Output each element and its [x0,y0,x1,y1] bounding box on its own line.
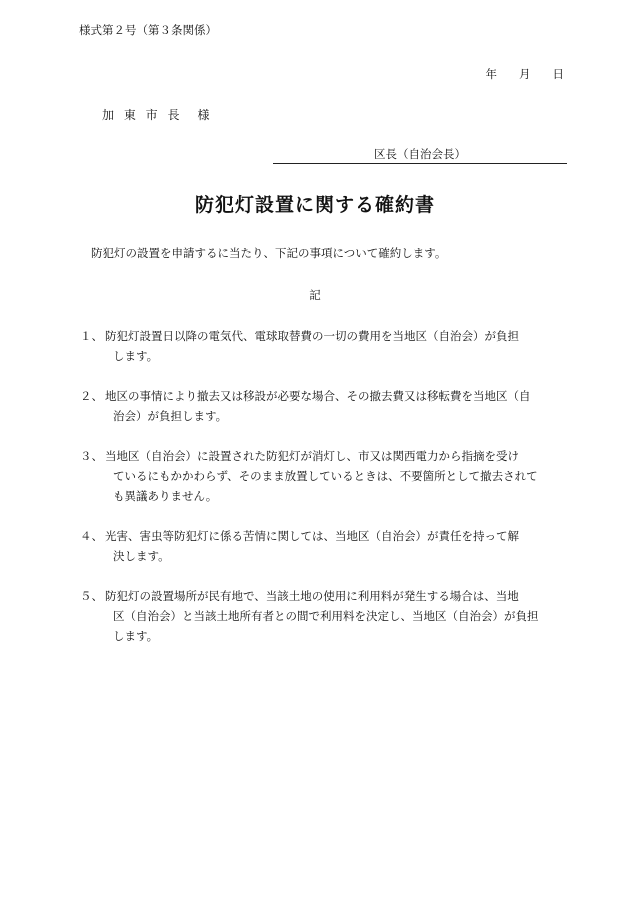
date-day-label: 日 [552,67,564,81]
form-number: 様式第２号（第３条関係） [79,23,217,37]
item-number: ４、 [80,529,103,543]
item-line: も異議ありません。 [113,489,218,503]
list-item [80,526,558,566]
item-line: します。 [113,629,159,643]
ki-heading: 記 [309,288,321,302]
document-title: 防犯灯設置に関する確約書 [194,194,435,216]
list-item [80,586,558,646]
item-number: ５、 [80,589,103,603]
item-line: 当地区（自治会）に設置された防犯灯が消灯し、市又は関西電力から指摘を受け [105,449,519,463]
item-line: 区（自治会）と当該土地所有者との間で利用料を決定し、当地区（自治会）が負担 [113,609,539,623]
item-number: ２、 [80,389,103,403]
item-line: します。 [113,349,159,363]
item-line: 決します。 [113,549,170,563]
item-text [103,386,558,426]
item-line: 地区の事情により撤去又は移設が必要な場合、その撤去費又は移転費を当地区（自 [105,389,531,403]
item-text [103,446,558,506]
item-line: 治会）が負担します。 [113,409,228,423]
item-number: ３、 [80,449,103,463]
list-item [80,386,558,426]
date-year-label: 年 [485,67,497,81]
list-item [80,446,558,506]
addressee: 加 東 市 長 様 [102,108,213,122]
signer-label: 区長（自治会長） [374,147,466,161]
date-line [486,66,565,82]
date-month-label: 月 [519,67,531,81]
intro-text: 防犯灯の設置を申請するに当たり、下記の事項について確約します。 [91,246,447,260]
signer-line [273,146,567,164]
item-line: ているにもかかわらず、そのまま放置しているときは、不要箇所として撤去されて [113,469,538,483]
item-line: 防犯灯の設置場所が民有地で、当該土地の使用に利用料が発生する場合は、当地 [105,589,519,603]
item-text [103,326,558,366]
item-line: 防犯灯設置日以降の電気代、電球取替費の一切の費用を当地区（自治会）が負担 [105,329,519,343]
item-text [103,526,558,566]
item-line: 光害、害虫等防犯灯に係る苦情に関しては、当地区（自治会）が責任を持って解 [105,529,519,543]
item-list [80,326,558,666]
item-text [103,586,558,646]
list-item [80,326,558,366]
item-number: １、 [80,329,103,343]
